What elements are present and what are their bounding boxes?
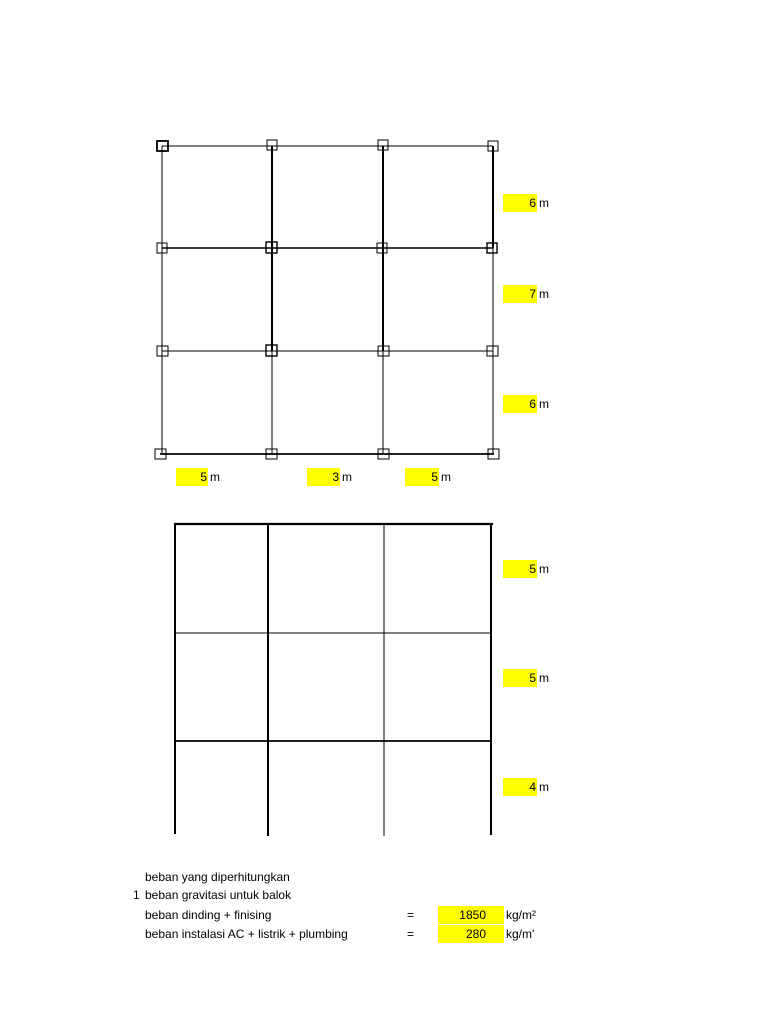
elevation-height-2: 5 m: [503, 669, 549, 687]
plan-span-y-3: 6 m: [503, 395, 549, 413]
load-row-equals: =: [407, 927, 415, 941]
frame-elevation: [174, 524, 493, 836]
plan-span-y-1: 6 m: [503, 194, 549, 212]
load-row-value: 1850: [438, 906, 504, 924]
loads-heading: beban yang diperhitungkan: [145, 870, 290, 884]
load-item-title: beban gravitasi untuk balok: [145, 888, 292, 902]
load-row-value: 280: [438, 925, 504, 943]
column-markers: [155, 140, 499, 459]
plan-span-x-3: 5 m: [405, 468, 451, 486]
plan-span-x-2: 3 m: [307, 468, 352, 486]
load-row-label: beban instalasi AC + listrik + plumbing: [145, 927, 348, 941]
elevation-height-1: 5 m: [503, 560, 549, 578]
load-row-label: beban dinding + finising: [145, 908, 272, 922]
load-row-unit: kg/m': [506, 927, 535, 941]
floor-plan-grid: [160, 146, 494, 454]
plan-span-y-2: 7 m: [503, 285, 549, 303]
plan-span-x-1: 5 m: [176, 468, 220, 486]
load-row-unit: kg/m²: [506, 908, 536, 922]
load-item-number: 1: [133, 888, 140, 902]
elevation-height-3: 4 m: [503, 778, 549, 796]
load-row-equals: =: [407, 908, 415, 922]
